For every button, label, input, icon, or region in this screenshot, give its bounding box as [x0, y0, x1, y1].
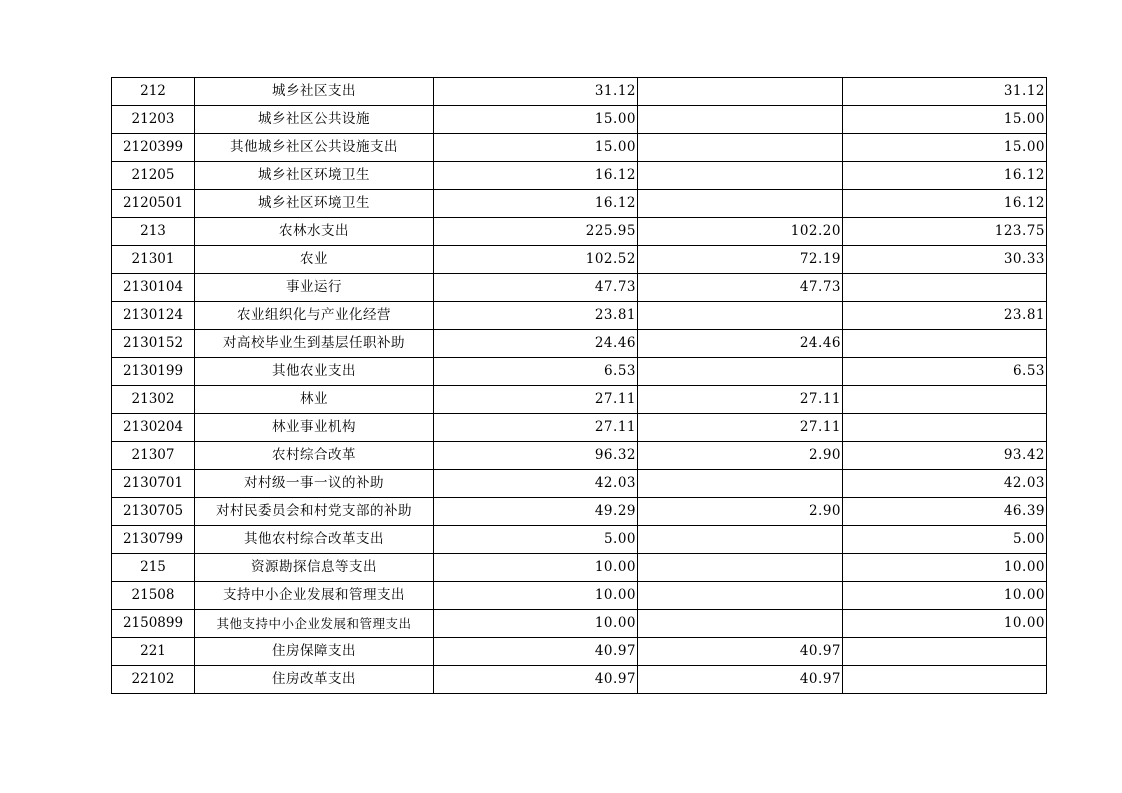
project-expenditure-cell: 30.33 — [843, 246, 1047, 274]
subject-name-cell: 城乡社区支出 — [195, 78, 434, 106]
total-amount-cell: 16.12 — [434, 162, 638, 190]
subject-code-cell: 2130152 — [112, 330, 195, 358]
basic-expenditure-cell — [638, 190, 843, 218]
subject-name-cell: 农业组织化与产业化经营 — [195, 302, 434, 330]
subject-code-cell: 2130705 — [112, 498, 195, 526]
subject-name-cell: 对村民委员会和村党支部的补助 — [195, 498, 434, 526]
total-amount-cell: 15.00 — [434, 134, 638, 162]
subject-name-cell: 农村综合改革 — [195, 442, 434, 470]
table-row — [112, 274, 1047, 302]
subject-code-cell: 213 — [112, 218, 195, 246]
subject-code-cell: 2130199 — [112, 358, 195, 386]
table-row — [112, 190, 1047, 218]
subject-code-cell: 2130124 — [112, 302, 195, 330]
project-expenditure-cell: 16.12 — [843, 162, 1047, 190]
subject-code-cell: 2130204 — [112, 414, 195, 442]
basic-expenditure-cell — [638, 78, 843, 106]
total-amount-cell: 10.00 — [434, 610, 638, 638]
table-row — [112, 582, 1047, 610]
project-expenditure-cell: 10.00 — [843, 554, 1047, 582]
project-expenditure-cell: 123.75 — [843, 218, 1047, 246]
budget-table-container — [111, 77, 1047, 694]
total-amount-cell: 225.95 — [434, 218, 638, 246]
project-expenditure-cell: 10.00 — [843, 610, 1047, 638]
total-amount-cell: 42.03 — [434, 470, 638, 498]
basic-expenditure-cell: 2.90 — [638, 442, 843, 470]
table-row — [112, 218, 1047, 246]
basic-expenditure-cell: 72.19 — [638, 246, 843, 274]
basic-expenditure-cell — [638, 554, 843, 582]
total-amount-cell: 15.00 — [434, 106, 638, 134]
total-amount-cell: 40.97 — [434, 638, 638, 666]
subject-code-cell: 22102 — [112, 666, 195, 694]
table-row — [112, 498, 1047, 526]
subject-name-cell: 其他城乡社区公共设施支出 — [195, 134, 434, 162]
total-amount-cell: 10.00 — [434, 582, 638, 610]
subject-code-cell: 21508 — [112, 582, 195, 610]
subject-code-cell: 2120501 — [112, 190, 195, 218]
basic-expenditure-cell: 40.97 — [638, 638, 843, 666]
subject-code-cell: 2150899 — [112, 610, 195, 638]
subject-name-cell: 城乡社区环境卫生 — [195, 162, 434, 190]
subject-name-cell: 其他农业支出 — [195, 358, 434, 386]
basic-expenditure-cell — [638, 582, 843, 610]
table-row — [112, 246, 1047, 274]
project-expenditure-cell — [843, 666, 1047, 694]
subject-code-cell: 2130701 — [112, 470, 195, 498]
subject-code-cell: 2130799 — [112, 526, 195, 554]
total-amount-cell: 102.52 — [434, 246, 638, 274]
basic-expenditure-cell — [638, 470, 843, 498]
subject-name-cell: 林业事业机构 — [195, 414, 434, 442]
table-row — [112, 526, 1047, 554]
total-amount-cell: 24.46 — [434, 330, 638, 358]
table-row — [112, 302, 1047, 330]
subject-name-cell: 住房保障支出 — [195, 638, 434, 666]
subject-name-cell: 林业 — [195, 386, 434, 414]
table-row — [112, 78, 1047, 106]
table-row — [112, 358, 1047, 386]
project-expenditure-cell — [843, 414, 1047, 442]
subject-name-cell: 其他农村综合改革支出 — [195, 526, 434, 554]
project-expenditure-cell: 5.00 — [843, 526, 1047, 554]
project-expenditure-cell: 15.00 — [843, 106, 1047, 134]
total-amount-cell: 49.29 — [434, 498, 638, 526]
subject-code-cell: 21301 — [112, 246, 195, 274]
subject-code-cell: 2120399 — [112, 134, 195, 162]
basic-expenditure-cell: 2.90 — [638, 498, 843, 526]
table-row — [112, 470, 1047, 498]
total-amount-cell: 47.73 — [434, 274, 638, 302]
table-row — [112, 610, 1047, 638]
total-amount-cell: 16.12 — [434, 190, 638, 218]
total-amount-cell: 6.53 — [434, 358, 638, 386]
table-row — [112, 134, 1047, 162]
subject-code-cell: 212 — [112, 78, 195, 106]
subject-name-cell: 事业运行 — [195, 274, 434, 302]
total-amount-cell: 27.11 — [434, 414, 638, 442]
basic-expenditure-cell — [638, 358, 843, 386]
subject-name-cell: 资源勘探信息等支出 — [195, 554, 434, 582]
project-expenditure-cell: 6.53 — [843, 358, 1047, 386]
project-expenditure-cell — [843, 330, 1047, 358]
project-expenditure-cell: 42.03 — [843, 470, 1047, 498]
budget-table — [111, 77, 1047, 694]
project-expenditure-cell: 10.00 — [843, 582, 1047, 610]
project-expenditure-cell: 16.12 — [843, 190, 1047, 218]
basic-expenditure-cell — [638, 162, 843, 190]
table-row — [112, 106, 1047, 134]
basic-expenditure-cell: 24.46 — [638, 330, 843, 358]
total-amount-cell: 5.00 — [434, 526, 638, 554]
subject-name-cell: 城乡社区环境卫生 — [195, 190, 434, 218]
table-row — [112, 386, 1047, 414]
project-expenditure-cell: 93.42 — [843, 442, 1047, 470]
basic-expenditure-cell — [638, 106, 843, 134]
subject-name-cell: 农业 — [195, 246, 434, 274]
project-expenditure-cell — [843, 274, 1047, 302]
budget-table-body — [112, 78, 1047, 694]
project-expenditure-cell — [843, 638, 1047, 666]
basic-expenditure-cell — [638, 134, 843, 162]
basic-expenditure-cell: 27.11 — [638, 414, 843, 442]
total-amount-cell: 31.12 — [434, 78, 638, 106]
subject-name-cell: 支持中小企业发展和管理支出 — [195, 582, 434, 610]
subject-code-cell: 215 — [112, 554, 195, 582]
table-row — [112, 666, 1047, 694]
project-expenditure-cell: 15.00 — [843, 134, 1047, 162]
table-row — [112, 414, 1047, 442]
basic-expenditure-cell — [638, 302, 843, 330]
project-expenditure-cell: 46.39 — [843, 498, 1047, 526]
basic-expenditure-cell — [638, 526, 843, 554]
table-row — [112, 638, 1047, 666]
total-amount-cell: 96.32 — [434, 442, 638, 470]
subject-code-cell: 21307 — [112, 442, 195, 470]
project-expenditure-cell: 31.12 — [843, 78, 1047, 106]
subject-code-cell: 21205 — [112, 162, 195, 190]
table-row — [112, 442, 1047, 470]
table-row — [112, 162, 1047, 190]
basic-expenditure-cell: 40.97 — [638, 666, 843, 694]
subject-code-cell: 221 — [112, 638, 195, 666]
subject-code-cell: 2130104 — [112, 274, 195, 302]
basic-expenditure-cell: 102.20 — [638, 218, 843, 246]
basic-expenditure-cell — [638, 610, 843, 638]
subject-name-cell: 农林水支出 — [195, 218, 434, 246]
table-row — [112, 554, 1047, 582]
subject-name-cell: 其他支持中小企业发展和管理支出 — [195, 610, 434, 638]
basic-expenditure-cell: 47.73 — [638, 274, 843, 302]
basic-expenditure-cell: 27.11 — [638, 386, 843, 414]
subject-name-cell: 对村级一事一议的补助 — [195, 470, 434, 498]
subject-code-cell: 21302 — [112, 386, 195, 414]
subject-name-cell: 住房改革支出 — [195, 666, 434, 694]
subject-name-cell: 城乡社区公共设施 — [195, 106, 434, 134]
total-amount-cell: 23.81 — [434, 302, 638, 330]
subject-name-cell: 对高校毕业生到基层任职补助 — [195, 330, 434, 358]
subject-code-cell: 21203 — [112, 106, 195, 134]
total-amount-cell: 27.11 — [434, 386, 638, 414]
total-amount-cell: 40.97 — [434, 666, 638, 694]
project-expenditure-cell: 23.81 — [843, 302, 1047, 330]
total-amount-cell: 10.00 — [434, 554, 638, 582]
table-row — [112, 330, 1047, 358]
project-expenditure-cell — [843, 386, 1047, 414]
